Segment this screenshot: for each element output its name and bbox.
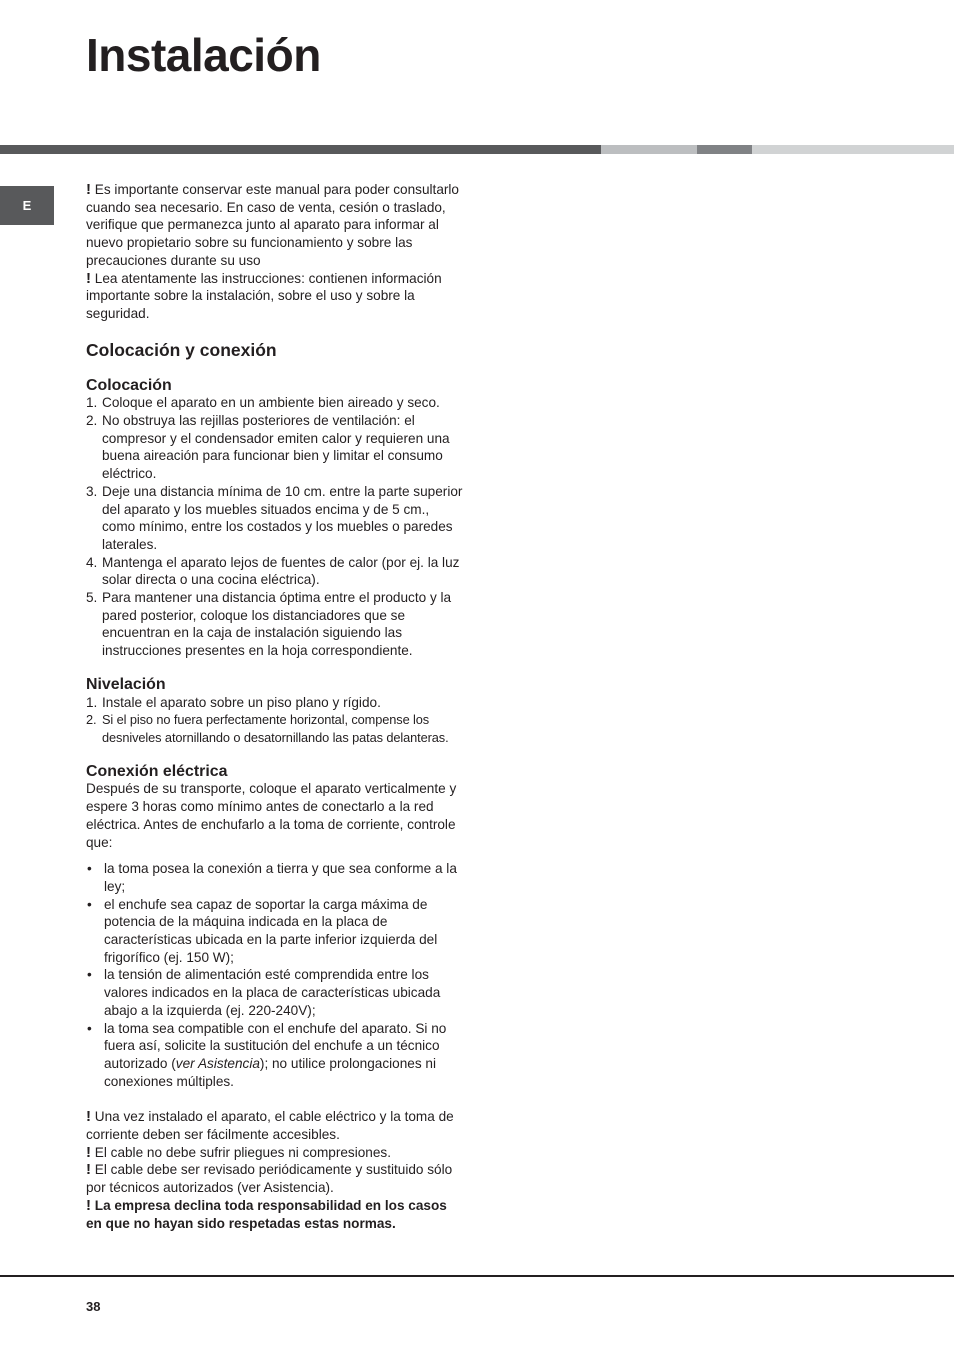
item-text: Mantenga el aparato lejos de fuentes de calor (por ej. la luz solar directa o una cocina eléctrica). [102, 554, 460, 588]
header-rule-mid [697, 145, 752, 154]
exclamation-mark: ! [86, 1143, 91, 1161]
item-number: 5. [86, 590, 98, 606]
list-item [86, 589, 466, 660]
item-text: Coloque el aparato en un ambiente bien aireado y seco. [102, 395, 440, 411]
page-number: 38 [86, 1299, 101, 1314]
bullet-icon: • [87, 1020, 92, 1036]
header-rule-pale [752, 145, 954, 154]
item-text: ); no utilice prolongaciones ni conexiones múltiples. [104, 1055, 436, 1089]
item-text: Deje una distancia mínima de 10 cm. entre la parte superior del aparato y los muebles situados encima y de 5 cm., como mínimo, entre los costados y los muebles o paredes laterales. [102, 483, 463, 552]
exclamation-mark: ! [86, 1196, 91, 1214]
item-text: Instale el aparato sobre un piso plano y rígido. [102, 694, 381, 710]
footer-rule [0, 1275, 954, 1277]
list-item [86, 1020, 466, 1091]
section-heading: Colocación y conexión [86, 339, 277, 360]
item-text: la toma sea compatible con el enchufe del aparato. Si no fuera así, solicite la sustitución del enchufe a un técnico autorizado ( [104, 1020, 447, 1071]
list-item [86, 966, 466, 1019]
colocacion-list [86, 394, 466, 660]
intro-note-text: Lea atentamente las instrucciones: contienen información importante sobre la instalación, sobre el uso y sobre la seguridad. [86, 270, 442, 321]
list-item [86, 711, 466, 746]
exclamation-mark: ! [86, 269, 91, 287]
item-number: 1. [86, 395, 98, 411]
warning-note [86, 1108, 466, 1143]
bullet-icon: • [87, 896, 92, 912]
list-item [86, 412, 466, 483]
assistance-reference: ver Asistencia [175, 1055, 260, 1071]
warning-text: La empresa declina toda responsabilidad en los casos en que no hayan sido respetadas estas normas. [86, 1197, 447, 1231]
list-item [86, 694, 466, 712]
exclamation-mark: ! [86, 1108, 91, 1126]
list-item [86, 860, 466, 895]
conexion-intro: Después de su transporte, coloque el aparato verticalmente y espere 3 horas como mínimo antes de conectarlo a la red eléctrica. Antes de enchufarlo a la toma de corriente, controle que: [86, 781, 457, 850]
header-rule-dark [0, 145, 601, 154]
warning-text: Una vez instalado el aparato, el cable eléctrico y la toma de corriente deben ser fácilmente accesibles. [86, 1109, 454, 1143]
bullet-icon: • [87, 861, 92, 877]
item-number: 2. [86, 712, 97, 728]
warning-note [86, 1144, 466, 1162]
intro-note-text: Es importante conservar este manual para poder consultarlo cuando sea necesario. En caso de venta, cesión o traslado, verifique que permanezca junto al aparato para informar al nuevo propietario sobre su funcionamiento y sobre las precauciones durante su uso [86, 182, 459, 268]
intro-note [86, 270, 466, 323]
subheading-conexion: Conexión eléctrica [86, 762, 228, 780]
language-tab: E [0, 186, 54, 225]
warning-text: El cable no debe sufrir pliegues ni compresiones. [94, 1144, 391, 1160]
subheading-colocacion: Colocación [86, 376, 172, 394]
nivelacion-list [86, 694, 466, 747]
item-number: 2. [86, 413, 98, 429]
item-text: Para mantener una distancia óptima entre el producto y la pared posterior, coloque los distanciadores que se encuentran en la caja de instalación siguiendo las instrucciones presentes en la hoja correspondiente. [102, 590, 452, 659]
exclamation-mark: ! [86, 181, 91, 198]
item-text: la tensión de alimentación esté comprendida entre los valores indicados en la placa de características ubicada abajo a la izquierda (ej. 220-240V); [104, 967, 441, 1018]
warning-note-bold [86, 1197, 466, 1232]
exclamation-mark: ! [86, 1161, 91, 1179]
item-number: 4. [86, 554, 98, 570]
list-item [86, 394, 466, 412]
subheading-nivelacion: Nivelación [86, 675, 166, 693]
item-number: 3. [86, 483, 98, 499]
warning-note [86, 1161, 466, 1196]
conexion-checklist [86, 860, 466, 1090]
list-item [86, 554, 466, 589]
intro-note [86, 181, 466, 270]
list-item [86, 483, 466, 554]
bullet-icon: • [87, 967, 92, 983]
warning-text: El cable debe ser revisado periódicamente y sustituido sólo por técnicos autorizados (ver Asistencia). [86, 1162, 453, 1196]
item-text: el enchufe sea capaz de soportar la carga máxima de potencia de la máquina indicada en la placa de características ubicada en la parte inferior izquierda del frigorífico (ej. 150 W); [104, 896, 438, 965]
warnings-block [86, 1108, 466, 1232]
item-number: 1. [86, 694, 98, 710]
page-title: Instalación [86, 29, 321, 81]
content-column [86, 181, 466, 1232]
item-text: Si el piso no fuera perfectamente horizontal, compense los desniveles atornillando o desatornillando las patas delanteras. [102, 712, 449, 745]
item-text: No obstruya las rejillas posteriores de ventilación: el compresor y el condensador emiten calor y requieren una buena aireación para funcionar bien y limitar el consumo eléctrico. [102, 413, 450, 482]
list-item [86, 896, 466, 967]
header-rule-light [601, 145, 697, 154]
item-text: la toma posea la conexión a tierra y que sea conforme a la ley; [104, 861, 457, 894]
